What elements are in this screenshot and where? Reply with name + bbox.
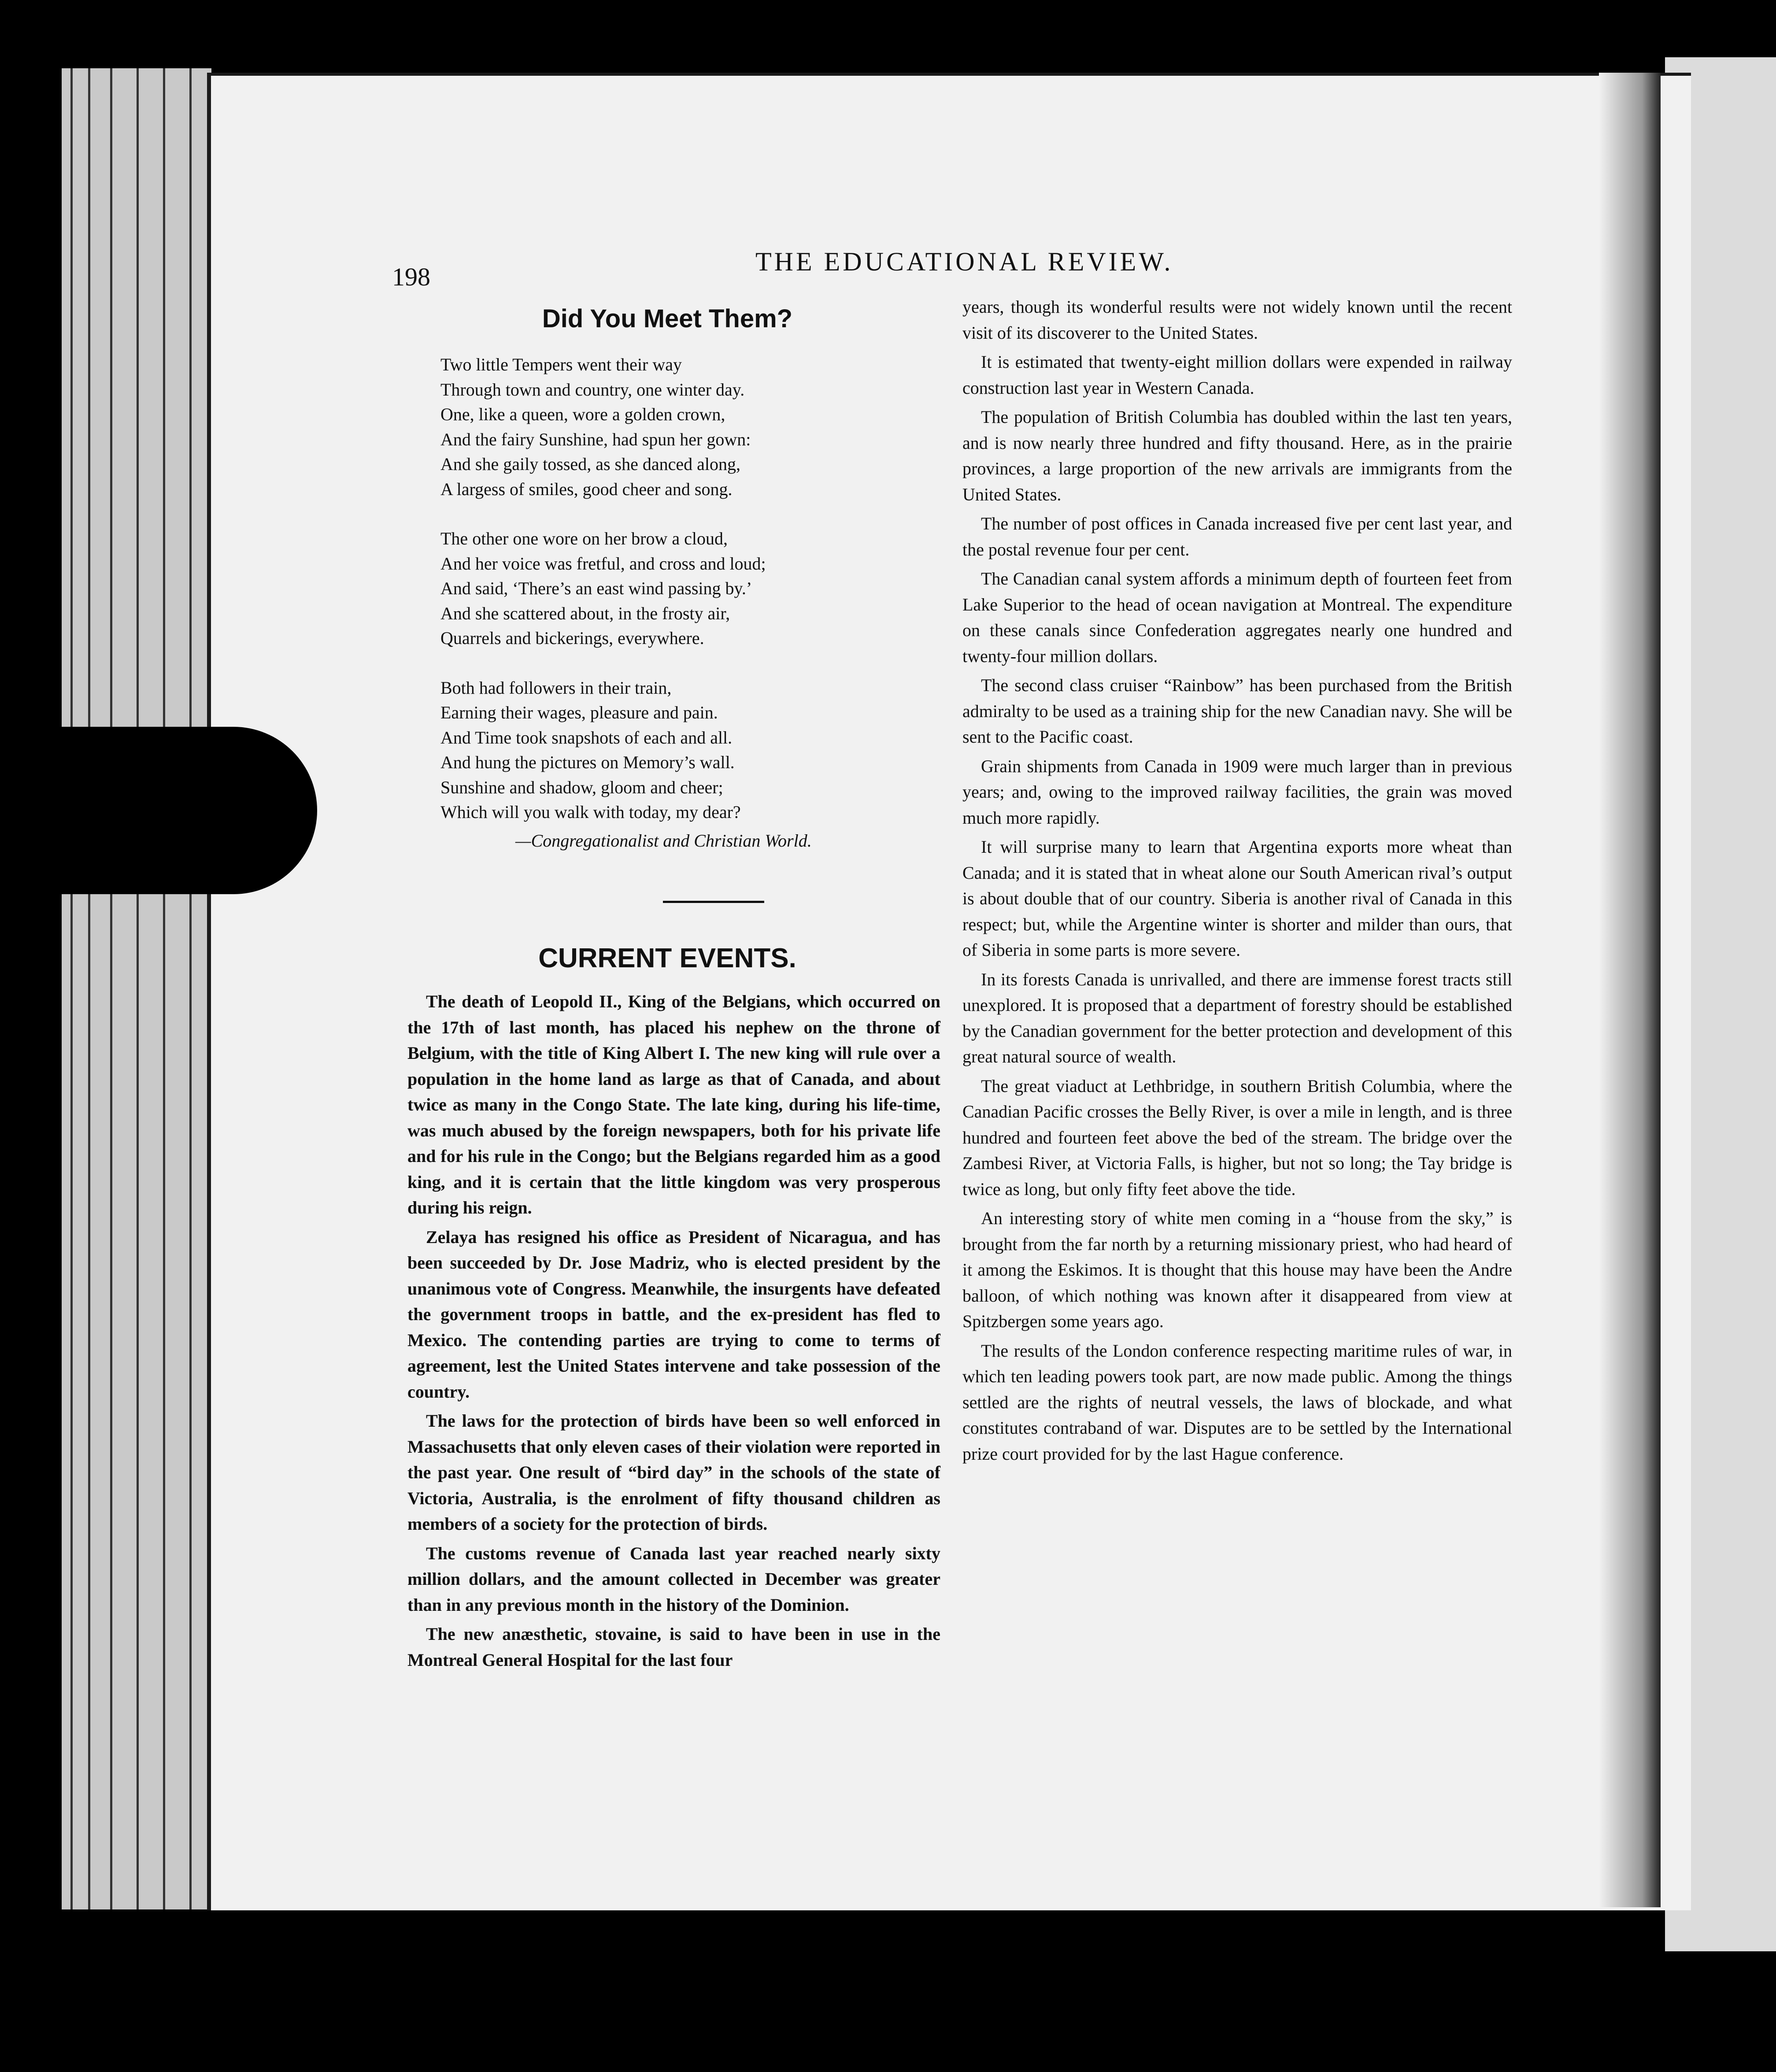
poem-line: And the fairy Sunshine, had spun her gown: <box>440 429 751 449</box>
poem-line: One, like a queen, wore a golden crown, <box>440 404 725 424</box>
poem-line: Two little Tempers went their way <box>440 355 682 374</box>
poem-line: And hung the pictures on Memory’s wall. <box>440 752 735 772</box>
news-paragraph: In its forests Canada is unrivalled, and there are immense forest tracts still unexplored. It is proposed that a department of forestry should be established by the Canadian government for the better protection and development of this great natural source of wealth. <box>962 969 1512 1066</box>
news-paragraph: The population of British Columbia has doubled within the last ten years, and is now nearly three hundred and fifty thousand. Here, as in the prairie provinces, a large proportion of the new arrivals are immigrants from the United States. <box>962 407 1512 504</box>
thumb-shadow <box>0 727 317 894</box>
news-paragraph: The number of post offices in Canada increased five per cent last year, and the postal revenue four per cent. <box>962 514 1512 559</box>
poem-stanza <box>440 526 947 651</box>
poem-line: The other one wore on her brow a cloud, <box>440 529 728 548</box>
left-column <box>407 989 940 1676</box>
news-paragraph: The laws for the protection of birds have been so well enforced in Massachusetts that only eleven cases of their violation were reported in the past year. One result of “bird day” in the schools of the state of Victoria, Australia, is the enrolment of fifty thousand children as members of a society for the protection of birds. <box>407 1411 940 1534</box>
news-paragraph: The great viaduct at Lethbridge, in southern British Columbia, where the Canadian Pacific crosses the Belly River, is over a mile in length, and is three hundred and fourteen feet above the bed of the stream. The bridge over the Zambesi River, at Victoria Falls, is higher, but not so long; the Tay bridge is twice as long, but only fifty feet above the tide. <box>962 1076 1512 1199</box>
news-paragraph: Zelaya has resigned his office as President of Nicaragua, and has been succeeded by Dr. Jose Madriz, who is elected president by the unanimous vote of Congress. Meanwhile, the insurgents have defeated the government troops in battle, and the ex-president has fled to Mexico. The contending parties are trying to come to terms of agreement, lest the United States intervene and take possession of the country. <box>407 1227 940 1402</box>
poem-line: Both had followers in their train, <box>440 677 672 698</box>
poem-line: And she gaily tossed, as she danced along, <box>440 454 740 474</box>
poem-body <box>440 352 947 825</box>
poem-line: Through town and country, one winter day. <box>440 379 745 400</box>
news-paragraph: It is estimated that twenty-eight million dollars were expended in railway construction last year in Western Canada. <box>962 352 1512 398</box>
news-paragraph: The second class cruiser “Rainbow” has been purchased from the British admiralty to be used as a training ship for the new Canadian navy. She will be sent to the Pacific coast. <box>962 675 1512 747</box>
poem-line: Which will you walk with today, my dear? <box>440 802 741 822</box>
news-paragraph: An interesting story of white men coming in a “house from the sky,” is brought from the far north by a returning missionary priest, who had heard of it among the Eskimos. It is thought that this house may have been the Andre balloon, of which nothing was known after it disappeared from view at Spitzbergen some years ago. <box>962 1208 1512 1331</box>
section-divider <box>663 901 764 903</box>
journal-title: THE EDUCATIONAL REVIEW. <box>755 247 1173 276</box>
poem-stanza <box>440 676 947 825</box>
gutter-shadow <box>1599 73 1661 1907</box>
news-paragraph: years, though its wonderful results were not widely known until the recent visit of its discoverer to the United States. <box>962 297 1512 343</box>
poem-line: And she scattered about, in the frosty air, <box>440 603 730 623</box>
right-column <box>962 294 1512 1470</box>
news-paragraph: The Canadian canal system affords a minimum depth of fourteen feet from Lake Superior to the head of ocean navigation at Montreal. The expenditure on these canals since Confederation aggregates nearly one hundred and twenty-four million dollars. <box>962 569 1512 666</box>
page-number: 198 <box>392 263 430 291</box>
poem-attribution: —Congregationalist and Christian World. <box>515 831 812 851</box>
poem-line: And said, ‘There’s an east wind passing by.’ <box>440 578 752 598</box>
poem-line: Earning their wages, pleasure and pain. <box>440 703 718 722</box>
poem-line: And Time took snapshots of each and all. <box>440 727 733 747</box>
news-paragraph: The results of the London conference respecting maritime rules of war, in which ten leading powers took part, are now made public. Among the things settled are the rights of neutral vessels, the laws of blockade, and what constitutes contraband of war. Disputes are to be settled by the International prize court provided for by the last Hague conference. <box>962 1340 1512 1464</box>
poem-title: Did You Meet Them? <box>542 304 793 333</box>
poem-line: Sunshine and shadow, gloom and cheer; <box>440 777 723 797</box>
poem-line: And her voice was fretful, and cross and loud; <box>440 553 766 574</box>
news-paragraph: Grain shipments from Canada in 1909 were much larger than in previous years; and, owing to the improved railway facilities, the grain was moved much more rapidly. <box>962 756 1512 828</box>
news-paragraph: The customs revenue of Canada last year reached nearly sixty million dollars, and the amount collected in December was greater than in any previous month in the history of the Dominion. <box>407 1543 940 1615</box>
news-paragraph: The death of Leopold II., King of the Belgians, which occurred on the 17th of last month, has placed his nephew on the throne of Belgium, with the title of King Albert I. The new king will rule over a population in the home land as large as that of Canada, and about twice as many in the Congo State. The late king, during his life-time, was much abused by the foreign newspapers, both for his private life and for his rule in the Congo; but the Belgians regarded him as a good king, and it is certain that the little kingdom was very prosperous during his reign. <box>407 992 940 1217</box>
news-paragraph: The new anæsthetic, stovaine, is said to have been in use in the Montreal General Hospital for the last four <box>407 1624 940 1670</box>
poem-line: Quarrels and bickerings, everywhere. <box>440 628 704 648</box>
news-paragraph: It will surprise many to learn that Argentina exports more wheat than Canada; and it is stated that in wheat alone our South American rival’s output is about double that of our country. Siberia is another rival of Canada in this respect; but, while the Argentine winter is shorter and milder than ours, that of Siberia in some parts is more severe. <box>962 837 1512 960</box>
page-stack-edges <box>62 68 211 1909</box>
poem-stanza <box>440 352 947 502</box>
section-title: CURRENT EVENTS. <box>538 943 796 973</box>
poem-line: A largess of smiles, good cheer and song. <box>440 479 733 499</box>
